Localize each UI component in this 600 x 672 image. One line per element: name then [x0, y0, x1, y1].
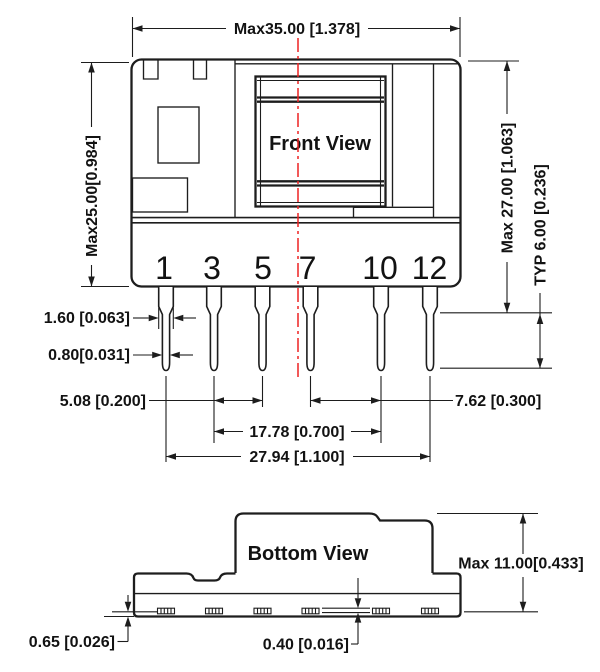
bottom-view [29, 514, 584, 654]
arrow-left [214, 428, 224, 435]
arrow-left [173, 315, 183, 322]
pin-label-1: 1 [155, 250, 173, 286]
arrow-right [152, 352, 162, 359]
dim-text-overall-height: Max 27.00 [1.063] [499, 122, 517, 254]
pad-10 [373, 608, 390, 614]
dim-text-standoff: 0.65 [0.026] [28, 634, 115, 651]
arrow-right [420, 453, 430, 460]
pad-1 [158, 608, 175, 614]
dim-pitch-7-10 [311, 393, 542, 410]
bottom-slab-outline [134, 574, 461, 617]
pin-label-3: 3 [203, 250, 221, 286]
arrow-right [450, 25, 460, 32]
front-view [44, 17, 552, 466]
bottom-view-title: Bottom View [247, 543, 369, 565]
dim-body-height [81, 63, 129, 287]
arrow-up [504, 61, 511, 71]
arrow-up [537, 314, 544, 324]
dim-text-pin-width: 1.60 [0.063] [43, 310, 130, 327]
pad-3 [206, 608, 223, 614]
top-tab-2 [194, 60, 207, 79]
pin-12 [423, 287, 438, 371]
pin-7 [303, 287, 318, 371]
arrow-down [520, 602, 527, 612]
arrow-up [88, 63, 95, 73]
dim-span-3-10 [214, 424, 381, 441]
dim-text-module-height: Max 11.00[0.433] [458, 555, 584, 573]
dim-span-1-12 [166, 449, 430, 466]
top-tab-1 [144, 60, 159, 79]
dim-text-pin-length: TYP 6.00 [0.236] [532, 164, 550, 286]
arrow-up [125, 617, 132, 627]
dim-standoff [29, 595, 158, 651]
arrow-down [537, 358, 544, 368]
dim-text-pad-thickness: 0.40 [0.016] [262, 636, 349, 654]
pin-5 [255, 287, 270, 371]
transformer-block [256, 77, 386, 207]
arrow-down [125, 602, 132, 612]
dim-pin-tip-width [48, 347, 193, 364]
pin-labels [155, 250, 447, 286]
pin-label-7: 7 [298, 250, 317, 286]
dim-pin-length [440, 164, 552, 368]
arrow-up [520, 514, 527, 524]
bottom-pads [158, 608, 439, 614]
dim-text-span-1-12: 27.94 [1.100] [249, 449, 345, 466]
pin-label-10: 10 [362, 250, 398, 286]
dim-text-pitch-3-5: 5.08 [0.200] [59, 393, 146, 410]
dim-overall-width [133, 17, 461, 57]
pad-7 [302, 608, 319, 614]
arrow-left [311, 397, 321, 404]
arrow-down [88, 277, 95, 287]
left-window-rect [158, 107, 199, 163]
arrow-left [214, 397, 224, 404]
pin-10 [374, 287, 389, 371]
arrow-right [253, 397, 263, 404]
pin-3 [207, 287, 222, 371]
arrow-right [371, 397, 381, 404]
arrow-down [504, 303, 511, 313]
arrow-down [355, 598, 362, 608]
dim-text-overall-width: Max35.00 [1.378] [233, 21, 361, 38]
dim-text-pitch-7-10: 7.62 [0.300] [455, 393, 542, 410]
pad-12 [422, 608, 439, 614]
left-lower-rect [133, 178, 188, 212]
pad-5 [254, 608, 271, 614]
dim-pin-width [44, 308, 196, 330]
dim-text-body-height: Max25.00[0.984] [84, 135, 101, 257]
dim-text-span-3-10: 17.78 [0.700] [249, 424, 345, 441]
arrow-left [170, 352, 180, 359]
arrow-left [133, 25, 143, 32]
front-view-title: Front View [269, 133, 371, 155]
arrow-right [371, 428, 381, 435]
arrow-right [149, 315, 159, 322]
arrow-left [166, 453, 176, 460]
pin-label-5: 5 [254, 250, 272, 286]
dim-text-pin-tip-width: 0.80[0.031] [48, 347, 130, 364]
dim-pitch-3-5 [60, 393, 263, 410]
pin-1 [159, 287, 174, 371]
pin-label-12: 12 [411, 250, 448, 286]
dim-module-height [437, 514, 584, 612]
